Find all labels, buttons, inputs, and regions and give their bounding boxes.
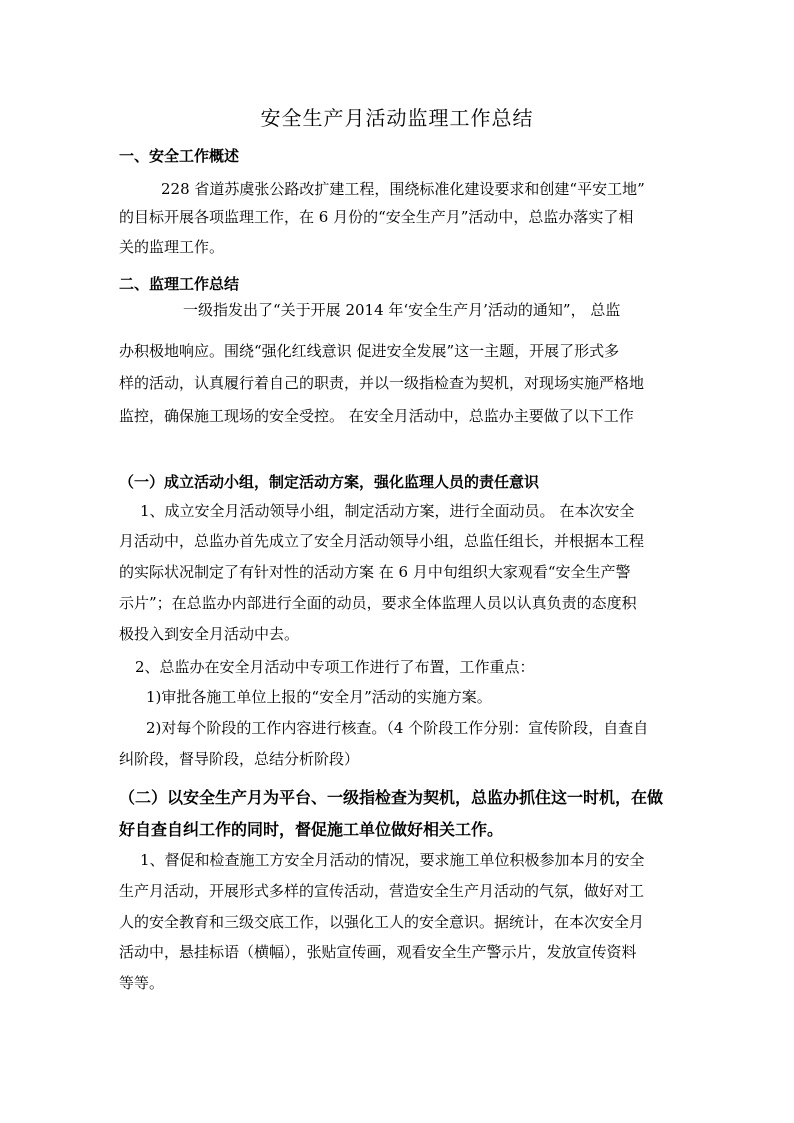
paragraph-line: 228 省道苏虞张公路改扩建工程，围绕标准化建设要求和创建“平安工地” xyxy=(161,180,645,198)
paragraph-line: 人的安全教育和三级交底工作，以强化工人的安全意识。据统计，在本次安全月 xyxy=(119,913,645,931)
subsection-heading-2: （二）以安全生产月为平台、一级指检查为契机，总监办抓住这一时机，在做 xyxy=(119,788,664,807)
paragraph-line: 办积极地响应。围绕“强化红线意识 促进安全发展”这一主题，开展了形式多 xyxy=(119,342,620,360)
paragraph-line: 关的监理工作。 xyxy=(119,238,225,256)
paragraph-line: 样的活动，认真履行着自己的职责，并以一级指检查为契机，对现场实施严格地 xyxy=(119,374,645,392)
paragraph-line: 1、成立安全月活动领导小组，制定活动方案，进行全面动员。 在本次安全 xyxy=(140,502,635,520)
paragraph-line: 纠阶段，督导阶段，总结分析阶段） xyxy=(119,750,360,768)
paragraph-line: 生产月活动，开展形式多样的宣传活动，营造安全生产月活动的气氛，做好对工 xyxy=(119,882,645,900)
paragraph-line: 一级指发出了“关于开展 2014 年‘安全生产月’活动的通知”， 总监 xyxy=(183,301,621,319)
subsection-heading-2-cont: 好自查自纠工作的同时，督促施工单位做好相关工作。 xyxy=(119,820,504,839)
paragraph-line: 等等。 xyxy=(119,974,165,992)
paragraph-line: 的实际状况制定了有针对性的活动方案 在 6 月中旬组织大家观看“安全生产警 xyxy=(119,563,631,581)
paragraph-line: 2)对每个阶段的工作内容进行核查。（4 个阶段工作分别：宣传阶段，自查自 xyxy=(146,719,649,737)
subsection-heading-1: （一）成立活动小组，制定活动方案，强化监理人员的责任意识 xyxy=(119,473,540,491)
paragraph-line: 2、总监办在安全月活动中专项工作进行了布置，工作重点： xyxy=(135,658,535,676)
paragraph-line: 示片”；在总监办内部进行全面的动员，要求全体监理人员以认真负责的态度积 xyxy=(119,594,637,612)
section-heading-overview: 一、安全工作概述 xyxy=(119,147,240,165)
paragraph-line: 月活动中，总监办首先成立了安全月活动领导小组，总监任组长，并根据本工程 xyxy=(119,532,645,550)
paragraph-line: 极投入到安全月活动中去。 xyxy=(119,625,300,643)
paragraph-line: 的目标开展各项监理工作，在 6 月份的“安全生产月”活动中，总监办落实了相 xyxy=(119,208,634,226)
paragraph-line: 1、督促和检查施工方安全月活动的情况，要求施工单位积极参加本月的安全 xyxy=(140,851,645,869)
paragraph-line: 1)审批各施工单位上报的“安全月”活动的实施方案。 xyxy=(146,688,492,706)
paragraph-line: 活动中，悬挂标语（横幅），张贴宣传画，观看安全生产警示片，发放宣传资料 xyxy=(119,943,637,961)
section-heading-summary: 二、监理工作总结 xyxy=(119,275,240,293)
paragraph-line: 监控，确保施工现场的安全受控。 在安全月活动中，总监办主要做了以下工作 xyxy=(119,407,634,425)
document-title: 安全生产月活动监理工作总结 xyxy=(260,106,534,130)
